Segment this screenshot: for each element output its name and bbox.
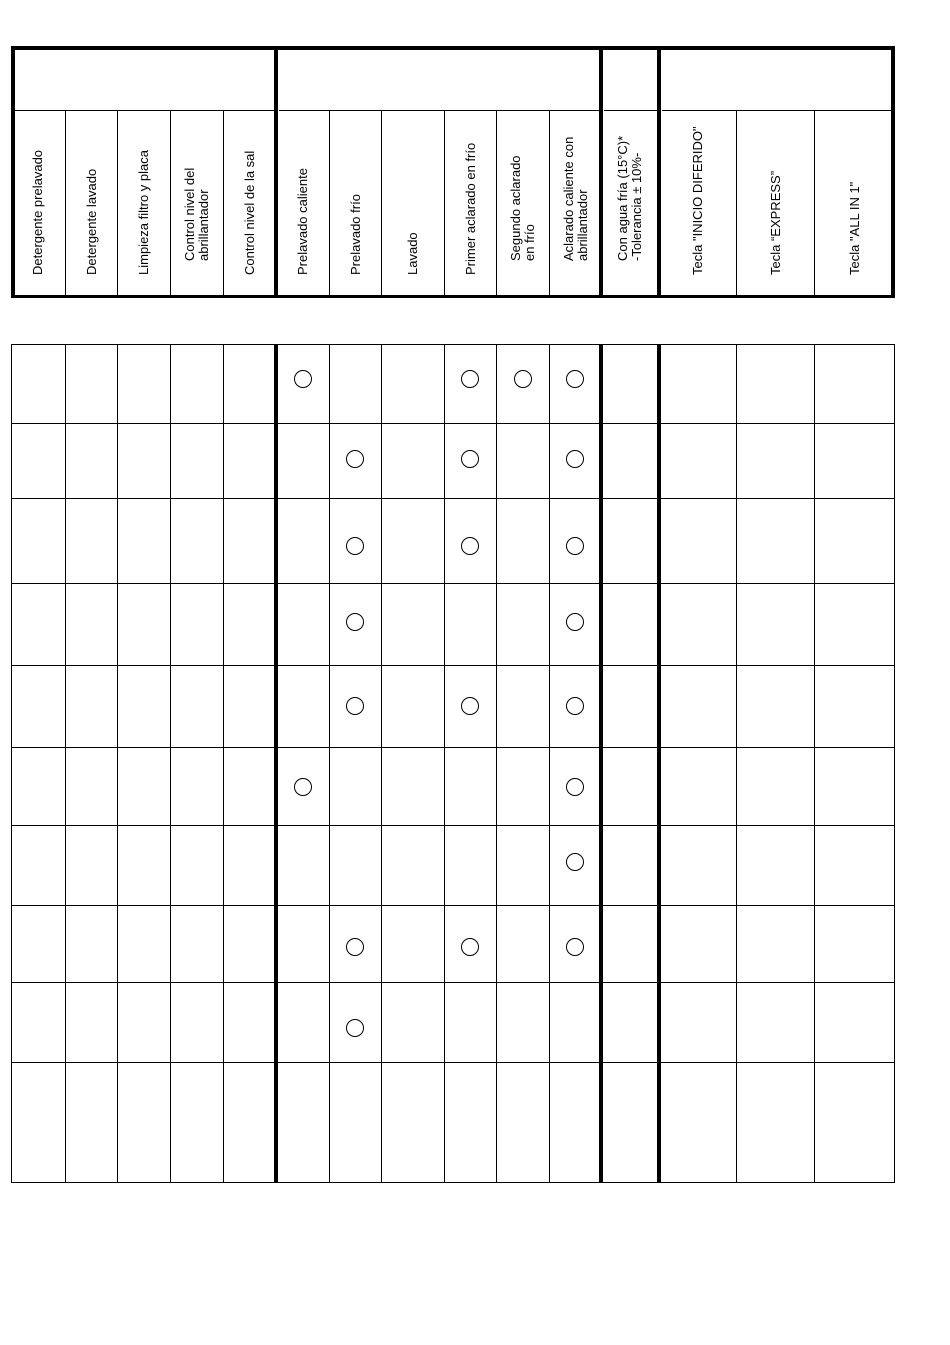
header-column xyxy=(329,111,381,295)
grid-column-line xyxy=(549,344,550,1182)
header-column-label: Detergente lavado xyxy=(83,168,99,275)
phase-marker-circle xyxy=(461,370,479,388)
header-group-3 xyxy=(601,50,659,110)
grid-row-line xyxy=(11,747,895,748)
phase-marker-circle xyxy=(461,450,479,468)
header-column xyxy=(549,111,601,295)
phase-marker-circle xyxy=(514,370,532,388)
phase-marker-circle xyxy=(566,537,584,555)
grid-column-line xyxy=(381,344,382,1182)
grid-thick-divider xyxy=(657,344,661,1182)
header-column xyxy=(381,111,444,295)
header-column-label: Primer aclarado en frío xyxy=(462,142,478,275)
program-grid xyxy=(11,344,895,1182)
grid-row-line xyxy=(11,344,895,345)
phase-marker-circle xyxy=(461,697,479,715)
header-column xyxy=(223,111,276,295)
phase-marker-circle xyxy=(566,697,584,715)
grid-column-line xyxy=(814,344,815,1182)
grid-row-line xyxy=(11,423,895,424)
header-column-label: Tecla “EXPRESS” xyxy=(767,170,783,275)
header-group-2 xyxy=(276,50,601,110)
phase-marker-circle xyxy=(566,853,584,871)
header-group-1 xyxy=(11,50,276,110)
grid-thick-divider xyxy=(274,344,278,1182)
header-column xyxy=(170,111,223,295)
header-column xyxy=(496,111,549,295)
header-column-label: Control nivel del abrillantador xyxy=(182,167,211,261)
header-column-label: Tecla "ALL IN 1" xyxy=(847,181,862,275)
header-column-label: Lavado xyxy=(405,232,420,275)
grid-row-line xyxy=(11,498,895,499)
header-column-label: Limpieza filtro y placa xyxy=(136,150,151,275)
header-thick-divider xyxy=(657,46,661,298)
phase-marker-circle xyxy=(566,778,584,796)
grid-row-line xyxy=(11,1182,895,1183)
phase-marker-circle xyxy=(346,697,364,715)
grid-column-line xyxy=(444,344,445,1182)
header-column xyxy=(736,111,814,295)
header-column xyxy=(814,111,895,295)
grid-column-line xyxy=(11,344,12,1182)
grid-column-line xyxy=(65,344,66,1182)
grid-row-line xyxy=(11,982,895,983)
grid-column-line xyxy=(496,344,497,1182)
header-column-label: Tecla "INICIO DIFERIDO" xyxy=(689,126,705,275)
header-column-label: Prelavado frío xyxy=(347,194,363,275)
grid-row-line xyxy=(11,583,895,584)
phase-marker-circle xyxy=(294,778,312,796)
phase-marker-circle xyxy=(461,537,479,555)
phase-marker-circle xyxy=(566,450,584,468)
phase-marker-circle xyxy=(566,613,584,631)
phase-marker-circle xyxy=(461,938,479,956)
header-column-label: Aclarado caliente con abrillantador xyxy=(560,136,590,261)
table-header xyxy=(11,46,895,298)
header-column xyxy=(601,111,659,295)
phase-marker-circle xyxy=(346,613,364,631)
grid-thick-divider xyxy=(599,344,603,1182)
header-column-label: Con agua fría (15°C)* -Tolerancia ± 10%- xyxy=(615,135,644,261)
header-column xyxy=(276,111,329,295)
grid-row-line xyxy=(11,665,895,666)
grid-column-line xyxy=(894,344,895,1182)
header-column xyxy=(659,111,736,295)
phase-marker-circle xyxy=(346,938,364,956)
grid-row-line xyxy=(11,905,895,906)
grid-column-line xyxy=(170,344,171,1182)
header-column xyxy=(444,111,496,295)
phase-marker-circle xyxy=(346,1019,364,1037)
header-column-label: Detergente prelavado xyxy=(30,149,45,275)
grid-column-line xyxy=(736,344,737,1182)
header-column-label: Prelavado caliente xyxy=(294,168,310,275)
header-thick-divider xyxy=(599,46,603,298)
phase-marker-circle xyxy=(346,537,364,555)
grid-column-line xyxy=(223,344,224,1182)
header-column xyxy=(11,111,65,295)
phase-marker-circle xyxy=(566,370,584,388)
header-column-label: Control nivel de la sal xyxy=(242,150,257,275)
header-column-label: Segundo aclarado en frío xyxy=(508,155,537,261)
header-thick-divider xyxy=(274,46,278,298)
phase-marker-circle xyxy=(346,450,364,468)
grid-row-line xyxy=(11,1062,895,1063)
phase-marker-circle xyxy=(294,370,312,388)
grid-row-line xyxy=(11,825,895,826)
phase-marker-circle xyxy=(566,938,584,956)
header-column xyxy=(65,111,117,295)
grid-column-line xyxy=(117,344,118,1182)
grid-column-line xyxy=(329,344,330,1182)
header-column xyxy=(117,111,170,295)
header-group-4 xyxy=(659,50,895,110)
